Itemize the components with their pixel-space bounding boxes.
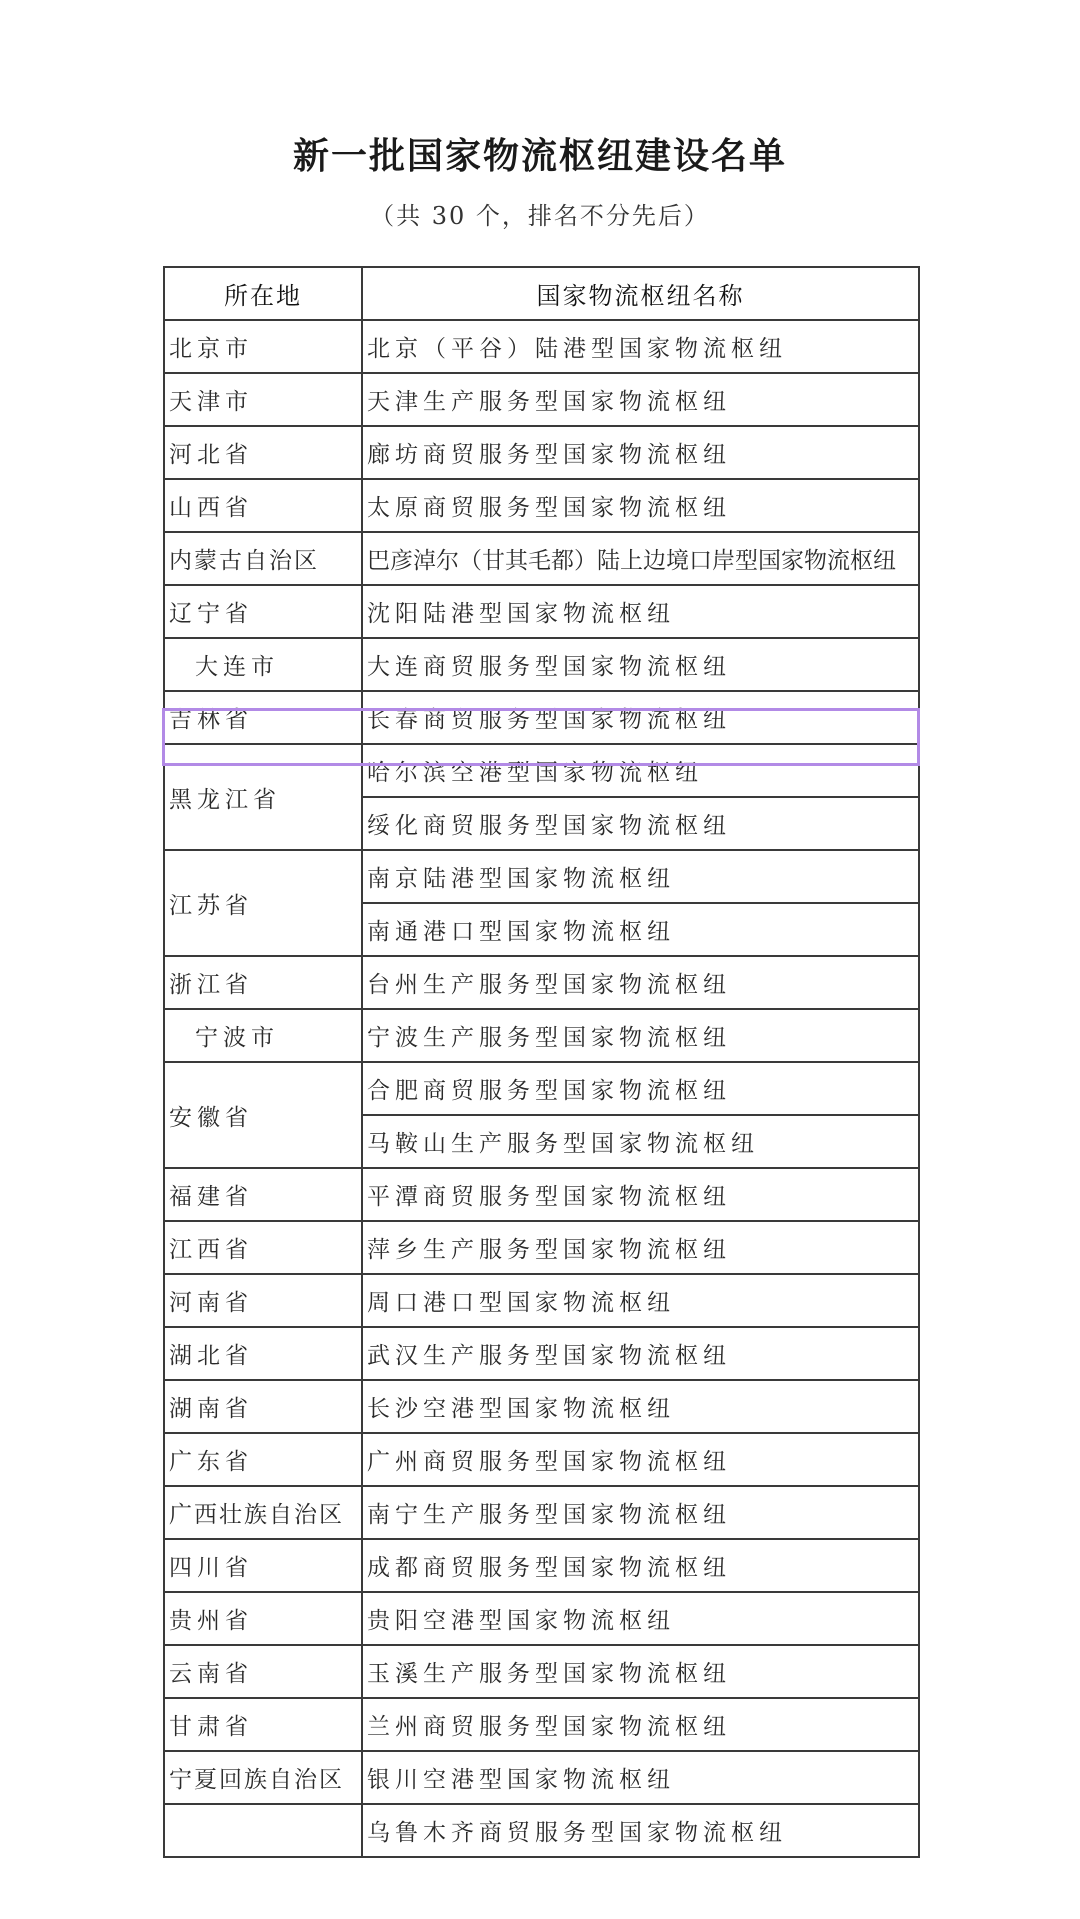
table-row: [164, 1327, 919, 1380]
table-row: [164, 1592, 919, 1645]
location-cell: 湖北省: [164, 1327, 362, 1380]
hub-cell: 贵阳空港型国家物流枢纽: [362, 1592, 919, 1645]
table-row-highlighted: [164, 691, 919, 744]
hub-cell: 长沙空港型国家物流枢纽: [362, 1380, 919, 1433]
hub-cell: 太原商贸服务型国家物流枢纽: [362, 479, 919, 532]
table-row: [164, 1380, 919, 1433]
location-cell: 吉林省: [164, 691, 362, 744]
location-cell: 贵州省: [164, 1592, 362, 1645]
hub-cell: 平潭商贸服务型国家物流枢纽: [362, 1168, 919, 1221]
document-title: 新一批国家物流枢纽建设名单: [292, 135, 787, 177]
table-row: [164, 638, 919, 691]
table-row: [164, 1062, 919, 1115]
hub-cell: 合肥商贸服务型国家物流枢纽: [362, 1062, 919, 1115]
header-location: 所在地: [164, 267, 362, 320]
location-cell: 广西壮族自治区: [164, 1486, 362, 1539]
table-row: [164, 1751, 919, 1804]
hub-cell: 沈阳陆港型国家物流枢纽: [362, 585, 919, 638]
table-row: [164, 1698, 919, 1751]
hub-cell: 周口港口型国家物流枢纽: [362, 1274, 919, 1327]
location-cell: 甘肃省: [164, 1698, 362, 1751]
location-cell: 江苏省: [164, 850, 362, 956]
hub-cell: 乌鲁木齐商贸服务型国家物流枢纽: [362, 1804, 919, 1857]
hub-cell: 大连商贸服务型国家物流枢纽: [362, 638, 919, 691]
document-subtitle: （共 30 个，排名不分先后）: [370, 202, 710, 230]
hub-cell: 哈尔滨空港型国家物流枢纽: [362, 744, 919, 797]
hub-cell: 武汉生产服务型国家物流枢纽: [362, 1327, 919, 1380]
table-row: [164, 1009, 919, 1062]
hub-cell: 廊坊商贸服务型国家物流枢纽: [362, 426, 919, 479]
location-cell: 大连市: [164, 638, 362, 691]
table-row: [164, 1539, 919, 1592]
location-cell: 黑龙江省: [164, 744, 362, 850]
table-row: [164, 850, 919, 903]
location-cell: 浙江省: [164, 956, 362, 1009]
location-cell: 天津市: [164, 373, 362, 426]
hub-cell: 长春商贸服务型国家物流枢纽: [362, 691, 919, 744]
hub-cell: 银川空港型国家物流枢纽: [362, 1751, 919, 1804]
location-cell: 安徽省: [164, 1062, 362, 1168]
header-hub-name: 国家物流枢纽名称: [362, 267, 919, 320]
table-row: [164, 426, 919, 479]
location-cell: [164, 1804, 362, 1857]
location-cell: 福建省: [164, 1168, 362, 1221]
table-row: [164, 1804, 919, 1857]
location-cell: 河北省: [164, 426, 362, 479]
table-row: [164, 1486, 919, 1539]
hub-cell: 成都商贸服务型国家物流枢纽: [362, 1539, 919, 1592]
location-cell: 云南省: [164, 1645, 362, 1698]
hub-cell: 玉溪生产服务型国家物流枢纽: [362, 1645, 919, 1698]
table-row: [164, 585, 919, 638]
hub-cell: 南宁生产服务型国家物流枢纽: [362, 1486, 919, 1539]
table-row: [164, 1168, 919, 1221]
hub-list-table: [163, 266, 920, 1858]
location-cell: 四川省: [164, 1539, 362, 1592]
hub-cell: 马鞍山生产服务型国家物流枢纽: [362, 1115, 919, 1168]
location-cell: 辽宁省: [164, 585, 362, 638]
table-row: [164, 479, 919, 532]
table-row: [164, 373, 919, 426]
location-cell: 内蒙古自治区: [164, 532, 362, 585]
location-cell: 湖南省: [164, 1380, 362, 1433]
hub-cell: 台州生产服务型国家物流枢纽: [362, 956, 919, 1009]
location-cell: 江西省: [164, 1221, 362, 1274]
table-row: [164, 1221, 919, 1274]
table-row: [164, 1645, 919, 1698]
table-row: [164, 956, 919, 1009]
table-row: [164, 320, 919, 373]
hub-cell: 南京陆港型国家物流枢纽: [362, 850, 919, 903]
hub-cell: 宁波生产服务型国家物流枢纽: [362, 1009, 919, 1062]
location-cell: 河南省: [164, 1274, 362, 1327]
hub-cell: 兰州商贸服务型国家物流枢纽: [362, 1698, 919, 1751]
hub-cell: 萍乡生产服务型国家物流枢纽: [362, 1221, 919, 1274]
location-cell: 宁夏回族自治区: [164, 1751, 362, 1804]
hub-cell: 天津生产服务型国家物流枢纽: [362, 373, 919, 426]
table-row: [164, 532, 919, 585]
location-cell: 山西省: [164, 479, 362, 532]
location-cell: 宁波市: [164, 1009, 362, 1062]
location-cell: 北京市: [164, 320, 362, 373]
table-row: [164, 1433, 919, 1486]
hub-cell: 南通港口型国家物流枢纽: [362, 903, 919, 956]
table-row: [164, 744, 919, 797]
table-header-row: [164, 267, 919, 320]
hub-cell: 巴彦淖尔（甘其毛都）陆上边境口岸型国家物流枢纽: [362, 532, 919, 585]
hub-cell: 北京（平谷）陆港型国家物流枢纽: [362, 320, 919, 373]
hub-cell: 绥化商贸服务型国家物流枢纽: [362, 797, 919, 850]
table-row: [164, 1274, 919, 1327]
hub-cell: 广州商贸服务型国家物流枢纽: [362, 1433, 919, 1486]
location-cell: 广东省: [164, 1433, 362, 1486]
